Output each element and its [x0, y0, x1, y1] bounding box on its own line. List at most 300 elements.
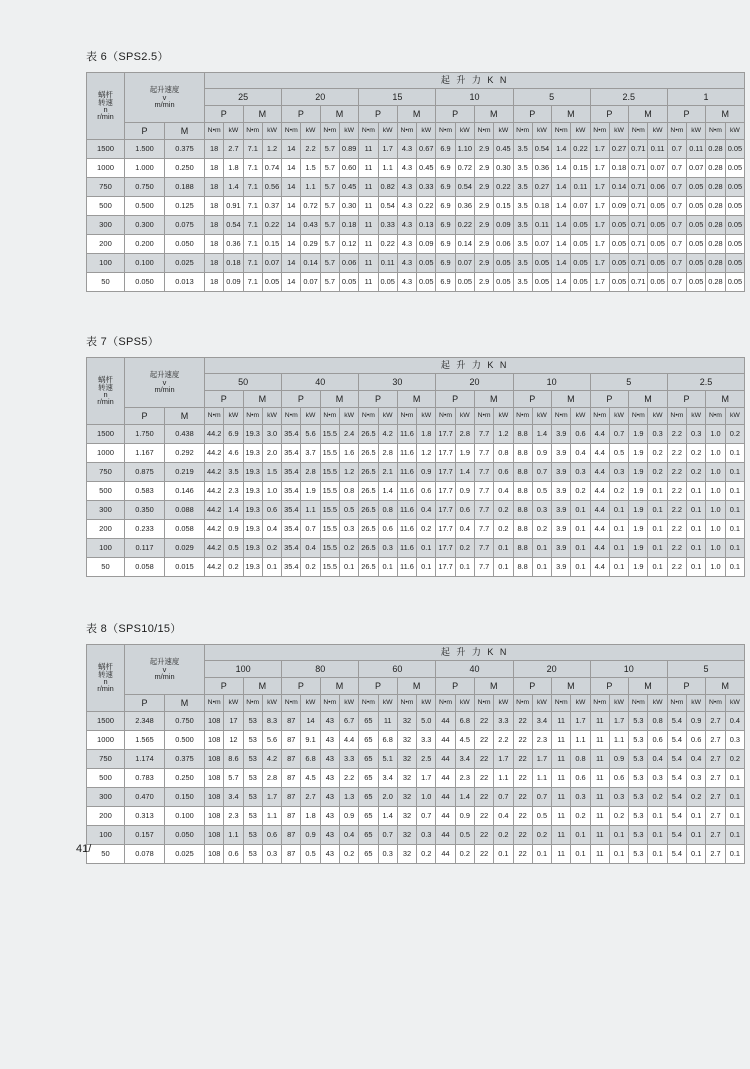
table-cell: 0.025	[165, 254, 205, 273]
table-cell: 7.7	[474, 558, 493, 577]
unit-kw: kW	[378, 123, 397, 140]
table-row	[87, 235, 745, 254]
m-header: M	[629, 391, 668, 408]
table-cell: 65	[359, 731, 378, 750]
table-cell: 1.0	[706, 558, 725, 577]
table-cell: 0.9	[301, 826, 320, 845]
table-cell: 0.2	[725, 425, 745, 444]
table-cell: 0.1	[571, 826, 590, 845]
table-cell: 65	[359, 788, 378, 807]
m-header: M	[474, 106, 513, 123]
unit-nm: N•m	[282, 408, 301, 425]
table-cell: 0.750	[125, 178, 165, 197]
table-cell: 0.088	[165, 501, 205, 520]
speed-p-header: P	[125, 695, 165, 712]
unit-kw: kW	[687, 408, 706, 425]
table-cell: 0.2	[687, 788, 706, 807]
table-cell: 2.7	[706, 731, 725, 750]
table-cell: 12	[224, 731, 243, 750]
table-cell: 2.2	[667, 444, 686, 463]
unit-kw: kW	[609, 695, 628, 712]
table-cell: 11.6	[397, 463, 416, 482]
table-cell: 0.8	[494, 444, 513, 463]
table-cell: 0.2	[417, 845, 436, 864]
unit-kw: kW	[571, 408, 590, 425]
table-cell: 0.2	[571, 482, 590, 501]
table-cell: 0.07	[687, 159, 706, 178]
table-cell: 2.3	[532, 731, 551, 750]
table-cell: 5.4	[667, 788, 686, 807]
unit-nm: N•m	[667, 408, 686, 425]
table-cell: 19.3	[243, 520, 262, 539]
table-cell: 0.05	[725, 178, 745, 197]
table-cell: 1.4	[552, 178, 571, 197]
table-cell: 6.9	[224, 425, 243, 444]
table-cell: 8.3	[262, 712, 281, 731]
table-cell: 0.058	[125, 558, 165, 577]
table-cell: 53	[243, 731, 262, 750]
table-cell: 3.3	[417, 731, 436, 750]
table-cell: 0.1	[648, 558, 667, 577]
table-cell: 0.15	[262, 235, 281, 254]
unit-kw: kW	[339, 123, 358, 140]
table-cell: 8.8	[513, 425, 532, 444]
table-row	[87, 826, 745, 845]
table-cell: 11.6	[397, 520, 416, 539]
table-cell: 1.7	[590, 197, 609, 216]
table-cell: 0.28	[706, 254, 725, 273]
speed-m-header: M	[165, 123, 205, 140]
table-cell: 0.7	[378, 826, 397, 845]
table-cell: 2.2	[667, 558, 686, 577]
table-cell: 3.9	[552, 501, 571, 520]
table-cell: 19.3	[243, 501, 262, 520]
table-cell: 26.5	[359, 501, 378, 520]
table-cell: 0.7	[609, 425, 628, 444]
table-cell: 50	[87, 558, 125, 577]
table-cell: 53	[243, 826, 262, 845]
table-cell: 5.7	[320, 197, 339, 216]
table-cell: 3.5	[513, 273, 532, 292]
table-cell: 4.4	[590, 520, 609, 539]
table-cell: 1.1	[609, 731, 628, 750]
table-cell: 300	[87, 216, 125, 235]
table-cell: 0.1	[609, 558, 628, 577]
table-cell: 0.45	[339, 178, 358, 197]
table-cell: 2.348	[125, 712, 165, 731]
table-cell: 0.05	[725, 216, 745, 235]
table-cell: 8.8	[513, 501, 532, 520]
table-cell: 8.8	[513, 539, 532, 558]
table-cell: 0.1	[725, 558, 745, 577]
p-header: P	[590, 391, 629, 408]
table-cell: 0.750	[165, 712, 205, 731]
table-cell: 5.4	[667, 750, 686, 769]
table-cell: 0.05	[648, 254, 667, 273]
table-cell: 0.9	[609, 750, 628, 769]
table-cell: 0.075	[165, 216, 205, 235]
table-cell: 0.37	[262, 197, 281, 216]
unit-kw: kW	[494, 123, 513, 140]
table-cell: 0.22	[494, 178, 513, 197]
table-cell: 2.9	[474, 140, 493, 159]
table-cell: 4.3	[397, 254, 416, 273]
table-cell: 1500	[87, 425, 125, 444]
table-cell: 1.750	[125, 425, 165, 444]
table-cell: 0.6	[224, 845, 243, 864]
table-cell: 0.2	[571, 807, 590, 826]
table-cell: 0.3	[609, 463, 628, 482]
table-cell: 65	[359, 807, 378, 826]
table-cell: 0.36	[224, 235, 243, 254]
force-value: 20	[282, 89, 359, 106]
table-cell: 0.438	[165, 425, 205, 444]
table-cell: 0.05	[687, 254, 706, 273]
table-cell: 0.05	[609, 216, 628, 235]
table-cell: 0.3	[378, 845, 397, 864]
unit-nm: N•m	[513, 695, 532, 712]
table-cell: 0.05	[687, 197, 706, 216]
spec-table	[86, 644, 745, 864]
table-cell: 5.3	[629, 769, 648, 788]
force-value: 5	[513, 89, 590, 106]
table-cell: 2.0	[262, 444, 281, 463]
table-cell: 5.6	[262, 731, 281, 750]
table-cell: 4.4	[590, 482, 609, 501]
table-cell: 0.5	[301, 845, 320, 864]
table-cell: 32	[397, 769, 416, 788]
table-cell: 0.54	[378, 197, 397, 216]
table-cell: 0.3	[417, 826, 436, 845]
table-cell: 0.1	[339, 558, 358, 577]
table-cell: 0.1	[378, 558, 397, 577]
table-cell: 108	[205, 731, 224, 750]
table-cell: 1.0	[262, 482, 281, 501]
unit-nm: N•m	[474, 408, 493, 425]
table-cell: 0.1	[609, 845, 628, 864]
table-cell: 0.7	[301, 520, 320, 539]
table-cell: 1.4	[455, 463, 474, 482]
table-cell: 18	[205, 140, 224, 159]
unit-kw: kW	[725, 123, 745, 140]
table-cell: 0.1	[532, 558, 551, 577]
table-cell: 0.1	[262, 558, 281, 577]
table-cell: 0.4	[648, 750, 667, 769]
force-value: 40	[282, 374, 359, 391]
table-cell: 2.7	[706, 712, 725, 731]
table-cell: 8.8	[513, 482, 532, 501]
table-cell: 7.7	[474, 520, 493, 539]
table-cell: 0.05	[725, 197, 745, 216]
table-cell: 1.7	[590, 273, 609, 292]
table-cell: 11	[359, 273, 378, 292]
speed-m-header: M	[165, 408, 205, 425]
table-cell: 1.4	[552, 235, 571, 254]
table-cell: 0.470	[125, 788, 165, 807]
table-cell: 22	[513, 845, 532, 864]
table-caption: 表 7（SPS5）	[86, 336, 160, 348]
table-cell: 0.9	[455, 482, 474, 501]
p-header: P	[205, 391, 244, 408]
table-cell: 0.60	[339, 159, 358, 178]
unit-kw: kW	[609, 123, 628, 140]
table-cell: 0.89	[339, 140, 358, 159]
table-cell: 43	[320, 750, 339, 769]
table-cell: 0.71	[629, 197, 648, 216]
table-cell: 0.1	[532, 845, 551, 864]
table-cell: 0.7	[532, 788, 551, 807]
unit-nm: N•m	[397, 695, 416, 712]
m-header: M	[552, 106, 591, 123]
table-cell: 7.1	[243, 235, 262, 254]
table-cell: 0.06	[648, 178, 667, 197]
table-cell: 44	[436, 712, 455, 731]
table-cell: 7.7	[474, 482, 493, 501]
table-cell: 3.9	[552, 558, 571, 577]
m-header: M	[397, 106, 436, 123]
unit-kw: kW	[532, 123, 551, 140]
table-cell: 1.9	[629, 501, 648, 520]
table-cell: 6.8	[301, 750, 320, 769]
table-cell: 5.3	[629, 845, 648, 864]
table-cell: 6.9	[436, 235, 455, 254]
table-cell: 43	[320, 712, 339, 731]
table-cell: 0.100	[165, 807, 205, 826]
table-cell: 2.7	[224, 140, 243, 159]
table-cell: 0.1	[648, 826, 667, 845]
table-cell: 8.8	[513, 444, 532, 463]
table-cell: 0.05	[417, 273, 436, 292]
table-row	[87, 444, 745, 463]
speed-header: 起升速度 v m/min	[125, 358, 205, 408]
table-cell: 18	[205, 235, 224, 254]
table-cell: 0.7	[494, 788, 513, 807]
table-cell: 0.6	[262, 501, 281, 520]
table-cell: 0.1	[609, 539, 628, 558]
p-header: P	[667, 391, 706, 408]
table-cell: 0.8	[571, 750, 590, 769]
spec-table	[86, 357, 745, 577]
table-cell: 1.7	[571, 712, 590, 731]
unit-kw: kW	[571, 695, 590, 712]
table-cell: 22	[474, 845, 493, 864]
table-row	[87, 254, 745, 273]
table-cell: 44.2	[205, 539, 224, 558]
table-cell: 4.4	[590, 501, 609, 520]
table-cell: 1.2	[262, 140, 281, 159]
unit-kw: kW	[262, 123, 281, 140]
table-cell: 0.7	[667, 273, 686, 292]
unit-nm: N•m	[474, 123, 493, 140]
table-cell: 0.36	[532, 159, 551, 178]
table-cell: 0.500	[165, 731, 205, 750]
table-cell: 2.2	[667, 539, 686, 558]
table-row	[87, 197, 745, 216]
table-cell: 4.4	[590, 463, 609, 482]
table-cell: 44	[436, 845, 455, 864]
unit-nm: N•m	[629, 123, 648, 140]
unit-nm: N•m	[590, 123, 609, 140]
table-cell: 0.1	[648, 482, 667, 501]
table-cell: 32	[397, 731, 416, 750]
force-value: 15	[359, 89, 436, 106]
p-header: P	[359, 106, 398, 123]
table-cell: 19.3	[243, 444, 262, 463]
table-cell: 0.1	[648, 539, 667, 558]
table-cell: 6.7	[339, 712, 358, 731]
table-cell: 26.5	[359, 539, 378, 558]
table-cell: 0.1	[725, 520, 745, 539]
table-cell: 5.1	[378, 750, 397, 769]
m-header: M	[629, 678, 668, 695]
table-cell: 14	[282, 140, 301, 159]
table-cell: 0.1	[687, 520, 706, 539]
table-cell: 0.1	[648, 501, 667, 520]
table-cell: 0.71	[629, 254, 648, 273]
table-cell: 0.1	[609, 501, 628, 520]
table-cell: 65	[359, 826, 378, 845]
table-cell: 0.3	[262, 845, 281, 864]
table-cell: 15.5	[320, 482, 339, 501]
table-cell: 1.4	[552, 140, 571, 159]
table-cell: 0.050	[125, 273, 165, 292]
force-value: 60	[359, 661, 436, 678]
table-cell: 2.7	[706, 826, 725, 845]
table-cell: 1.1	[571, 731, 590, 750]
table-cell: 0.6	[648, 731, 667, 750]
table-cell: 0.1	[687, 501, 706, 520]
force-value: 30	[359, 374, 436, 391]
table-cell: 6.9	[436, 197, 455, 216]
table-cell: 3.4	[224, 788, 243, 807]
force-value: 5	[590, 374, 667, 391]
table-cell: 0.11	[532, 216, 551, 235]
table-cell: 44	[436, 826, 455, 845]
unit-nm: N•m	[243, 123, 262, 140]
table-cell: 0.07	[262, 254, 281, 273]
table-cell: 0.1	[494, 539, 513, 558]
table-caption: 表 6（SPS2.5）	[86, 51, 169, 63]
table-cell: 2.9	[474, 178, 493, 197]
table-cell: 1.174	[125, 750, 165, 769]
table-cell: 17.7	[436, 520, 455, 539]
table-cell: 0.8	[378, 501, 397, 520]
table-cell: 11.6	[397, 482, 416, 501]
table-cell: 0.1	[648, 520, 667, 539]
table-cell: 1500	[87, 140, 125, 159]
m-header: M	[629, 106, 668, 123]
table-row	[87, 273, 745, 292]
table-cell: 0.1	[571, 845, 590, 864]
table-cell: 2.5	[417, 750, 436, 769]
table-cell: 0.1	[725, 501, 745, 520]
table-cell: 2.1	[378, 463, 397, 482]
unit-nm: N•m	[243, 408, 262, 425]
table-cell: 35.4	[282, 501, 301, 520]
table-row	[87, 463, 745, 482]
table-cell: 0.6	[609, 769, 628, 788]
table-cell: 5.7	[224, 769, 243, 788]
table-cell: 1.5	[301, 159, 320, 178]
table-cell: 100	[87, 254, 125, 273]
unit-nm: N•m	[397, 408, 416, 425]
table-cell: 0.22	[378, 235, 397, 254]
p-header: P	[359, 391, 398, 408]
table-cell: 17.7	[436, 463, 455, 482]
table-cell: 0.078	[125, 845, 165, 864]
table-cell: 5.7	[320, 178, 339, 197]
table-cell: 22	[513, 807, 532, 826]
table-row	[87, 558, 745, 577]
table-cell: 65	[359, 750, 378, 769]
table-cell: 750	[87, 750, 125, 769]
table-cell: 3.4	[378, 769, 397, 788]
table-cell: 0.3	[648, 425, 667, 444]
table-cell: 0.150	[165, 788, 205, 807]
table-cell: 22	[513, 712, 532, 731]
table-cell: 5.3	[629, 788, 648, 807]
table-cell: 53	[243, 807, 262, 826]
table-cell: 0.029	[165, 539, 205, 558]
table-cell: 44	[436, 807, 455, 826]
table-cell: 43	[320, 731, 339, 750]
table-cell: 1.167	[125, 444, 165, 463]
table-cell: 0.07	[648, 159, 667, 178]
table-cell: 1.4	[552, 197, 571, 216]
table-cell: 0.71	[629, 273, 648, 292]
table-cell: 2.8	[455, 425, 474, 444]
table-cell: 0.2	[648, 463, 667, 482]
unit-nm: N•m	[629, 408, 648, 425]
table-cell: 15.5	[320, 539, 339, 558]
table-cell: 18	[205, 273, 224, 292]
table-cell: 8.6	[224, 750, 243, 769]
table-cell: 32	[397, 712, 416, 731]
table-row	[87, 501, 745, 520]
table-cell: 0.1	[571, 558, 590, 577]
m-header: M	[706, 106, 745, 123]
table-cell: 44.2	[205, 558, 224, 577]
table-cell: 11	[590, 750, 609, 769]
table-cell: 1.4	[378, 807, 397, 826]
table-cell: 6.9	[436, 254, 455, 273]
table-cell: 1.7	[590, 178, 609, 197]
table-cell: 0.4	[262, 520, 281, 539]
table-cell: 0.05	[571, 254, 590, 273]
table-cell: 2.9	[474, 273, 493, 292]
table-cell: 0.8	[339, 482, 358, 501]
table-cell: 11	[590, 807, 609, 826]
table-cell: 1.7	[590, 159, 609, 178]
table-cell: 1.6	[339, 444, 358, 463]
table-cell: 4.3	[397, 159, 416, 178]
force-value: 1	[667, 89, 744, 106]
table-cell: 0.30	[339, 197, 358, 216]
p-header: P	[436, 106, 475, 123]
table-cell: 17.7	[436, 444, 455, 463]
table-cell: 108	[205, 750, 224, 769]
table-cell: 2.2	[667, 463, 686, 482]
table-cell: 0.6	[262, 826, 281, 845]
table-cell: 750	[87, 178, 125, 197]
table-cell: 4.4	[339, 731, 358, 750]
table-cell: 0.05	[648, 197, 667, 216]
unit-kw: kW	[224, 695, 243, 712]
spec-table	[86, 72, 745, 292]
table-cell: 44.2	[205, 520, 224, 539]
table-cell: 26.5	[359, 425, 378, 444]
table-cell: 17.7	[436, 482, 455, 501]
